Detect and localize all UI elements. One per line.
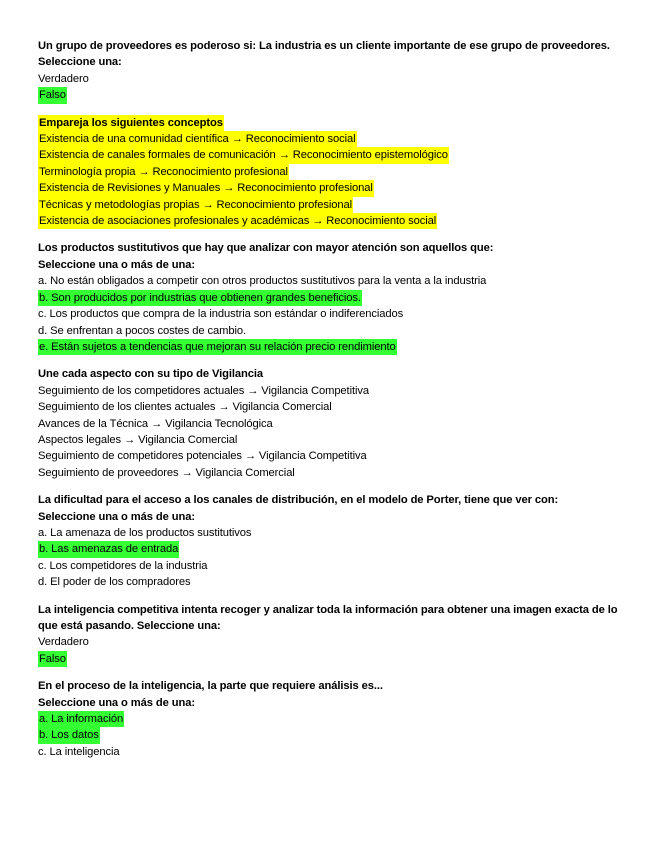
answer-text: d. Se enfrentan a pocos costes de cambio. — [38, 324, 246, 337]
answer-text: Seguimiento de los clientes actuales → Vigilancia Comercial — [38, 401, 332, 414]
answer-line — [38, 147, 618, 163]
question-label: En el proceso de la inteligencia, la parte que requiere análisis es... — [38, 680, 383, 693]
answer-line — [38, 180, 618, 196]
answer-line — [38, 399, 618, 415]
answer-text: Seleccione una o más de una: — [38, 258, 195, 271]
answer-text: c. Los competidores de la industria — [38, 559, 208, 572]
answer-line — [38, 71, 618, 87]
answer-text: Seleccione una: — [38, 56, 122, 69]
answer-line — [38, 432, 618, 448]
answer-line — [38, 131, 618, 147]
answer-line — [38, 744, 618, 760]
question-text — [38, 602, 618, 635]
answer-line — [38, 323, 618, 339]
highlighted-answer-text: Existencia de canales formales de comunicación → Reconocimiento epistemológico — [38, 147, 449, 163]
highlighted-answer-text: b. Son producidos por industrias que obtienen grandes beneficios. — [38, 290, 362, 306]
answer-line — [38, 339, 618, 355]
question-block — [38, 38, 618, 104]
answer-text: Aspectos legales → Vigilancia Comercial — [38, 433, 238, 446]
answer-line — [38, 87, 618, 103]
question-text — [38, 240, 618, 256]
question-text — [38, 115, 618, 131]
answer-line — [38, 711, 618, 727]
highlighted-answer-text: b. Los datos — [38, 727, 100, 743]
highlighted-answer-text: b. Las amenazas de entrada — [38, 541, 179, 557]
answer-line — [38, 416, 618, 432]
answer-text: Seleccione una o más de una: — [38, 696, 195, 709]
question-label: Los productos sustitutivos que hay que analizar con mayor atención son aquellos que: — [38, 242, 494, 255]
answer-line — [38, 651, 618, 667]
answer-line — [38, 273, 618, 289]
question-label: Un grupo de proveedores es poderoso si: La industria es un cliente importante de ese grupo de proveedores. — [38, 40, 610, 52]
highlighted-answer-text: Existencia de una comunidad científica → Reconocimiento social — [38, 131, 357, 147]
question-label: La inteligencia competitiva intenta recoger y analizar toda la información para obtener una imagen exacta de lo que está pasando. Seleccione una: — [38, 603, 618, 632]
answer-text: Seguimiento de proveedores → Vigilancia Comercial — [38, 466, 295, 479]
answer-line — [38, 290, 618, 306]
answer-line — [38, 448, 618, 464]
highlighted-answer-text: a. La información — [38, 711, 124, 727]
question-label: La dificultad para el acceso a los canales de distribución, en el modelo de Porter, tiene que ver con: — [38, 494, 559, 507]
instruction-line — [38, 54, 618, 70]
answer-text: Seleccione una o más de una: — [38, 510, 195, 523]
question-block — [38, 240, 618, 355]
highlighted-answer-text: Existencia de Revisiones y Manuales → Reconocimiento profesional — [38, 180, 374, 196]
answer-line — [38, 541, 618, 557]
answer-line — [38, 306, 618, 322]
answer-line — [38, 525, 618, 541]
question-block — [38, 366, 618, 481]
answer-line — [38, 383, 618, 399]
answer-line — [38, 634, 618, 650]
answer-text: a. La amenaza de los productos sustitutivos — [38, 526, 252, 539]
answer-line — [38, 465, 618, 481]
document-page — [38, 38, 618, 771]
highlighted-answer-text: Falso — [38, 651, 67, 667]
answer-line — [38, 197, 618, 213]
answer-line — [38, 558, 618, 574]
answer-line — [38, 213, 618, 229]
instruction-line — [38, 695, 618, 711]
answer-text: d. El poder de los compradores — [38, 576, 191, 589]
question-text — [38, 678, 618, 694]
question-block — [38, 492, 618, 590]
highlighted-answer-text: Existencia de asociaciones profesionales y académicas → Reconocimiento social — [38, 213, 437, 229]
answer-text: Seguimiento de los competidores actuales → Vigilancia Competitiva — [38, 384, 369, 397]
highlighted-answer-text: Terminología propia → Reconocimiento profesional — [38, 164, 289, 180]
answer-line — [38, 164, 618, 180]
question-block — [38, 602, 618, 668]
highlighted-answer-text: Falso — [38, 87, 67, 103]
question-label: Une cada aspecto con su tipo de Vigilancia — [38, 368, 264, 381]
answer-text: a. No están obligados a competir con otros productos sustitutivos para la venta a la industria — [38, 275, 487, 288]
question-label: Empareja los siguientes conceptos — [38, 115, 224, 131]
answer-text: Avances de la Técnica → Vigilancia Tecnológica — [38, 417, 273, 430]
answer-line — [38, 727, 618, 743]
question-text — [38, 38, 618, 54]
question-block — [38, 115, 618, 230]
answer-line — [38, 574, 618, 590]
instruction-line — [38, 509, 618, 525]
highlighted-answer-text: Técnicas y metodologías propias → Reconocimiento profesional — [38, 197, 353, 213]
question-text — [38, 492, 618, 508]
answer-text: c. La inteligencia — [38, 745, 120, 758]
answer-text: Verdadero — [38, 636, 89, 649]
answer-text: Verdadero — [38, 72, 89, 85]
answer-text: c. Los productos que compra de la industria son estándar o indiferenciados — [38, 308, 404, 321]
instruction-line — [38, 257, 618, 273]
question-block — [38, 678, 618, 760]
answer-text: Seguimiento de competidores potenciales → Vigilancia Competitiva — [38, 450, 367, 463]
highlighted-answer-text: e. Están sujetos a tendencias que mejoran su relación precio rendimiento — [38, 339, 397, 355]
question-text — [38, 366, 618, 382]
